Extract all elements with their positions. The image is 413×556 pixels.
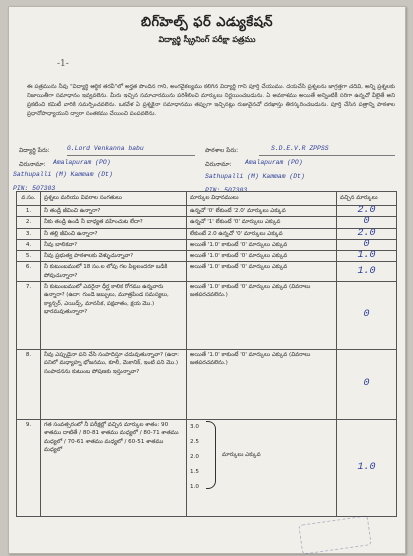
row-question: నీ కుటుంబములో ఎవరైనా ధీర్ఘ కాలిక రోగము ఉన్నవారు ఉన్నారా? (ఉదా: గుండె జబ్బులు, మూత్రపిండ సమస్యలు, క్యాన్సర్, ఎయిడ్స్, మానసిక, పక్షవాతం, క్షయ మొ.) భారమవుతున్నారా?	[41, 282, 187, 350]
row-score-value: 0	[363, 309, 370, 321]
table-row	[17, 282, 397, 350]
row-rule-grades	[187, 420, 337, 517]
row-number: 8.	[17, 350, 41, 420]
row-question: నీకు తండ్రి ఉండి నీ బాధ్యత వహించుట లేదా?	[41, 217, 187, 228]
row-score	[337, 420, 397, 517]
student-name-line	[67, 155, 195, 156]
row-number: 4.	[17, 239, 41, 250]
grade-scale	[190, 421, 333, 501]
row-rule: ఉన్నచో '1' లేకుంటే '0' మార్కులు ఎక్కువ	[187, 217, 337, 228]
grade-brace	[206, 421, 216, 489]
table-row	[17, 262, 397, 282]
row-question: నీ తల్లి జీవించి ఉన్నారా?	[41, 228, 187, 239]
row-score-value: 2.0	[357, 205, 376, 216]
grade-value: 3.0	[190, 424, 199, 431]
table-row	[17, 251, 397, 262]
row-score	[337, 228, 397, 239]
grade-value: 1.0	[190, 484, 199, 491]
row-rule: అయితే '1.0' కాకుంటే '0' మార్కులు ఎక్కువ (వివరాలు జతపరచవలెను.)	[187, 282, 337, 350]
row-score-value: 0	[363, 378, 370, 390]
row-rule: అయితే '1.0' కాకుంటే '0' మార్కులు ఎక్కువ	[187, 239, 337, 250]
table-row	[17, 217, 397, 228]
row-rule: లేకుంటే 2.0 ఉన్నచో '0' మార్కులు ఎక్కువ	[187, 228, 337, 239]
row-question: నీ కుటుంబములో 18 సం.ల లోపు గల పిల్లలందరూ బడికి పోవుచున్నారా?	[41, 262, 187, 282]
row-score-value: 0	[363, 216, 370, 228]
form-title: బిగ్‌హెల్ప్ ఫర్ ఎడ్యుకేషన్	[140, 15, 274, 30]
header-serial: వ.సం.	[17, 192, 41, 206]
header-question: ప్రశ్నలు మరియు వివరాల సంగతులు	[41, 192, 187, 206]
school-name-label: పాఠశాల పేరు:	[205, 147, 239, 154]
header-rule: మార్కుల విధానములు	[187, 192, 337, 206]
row-question: గత సంవత్సరంలో నీ పరీక్షల్లో వచ్చిన మార్కుల శాతం: 90 శాతము దాటితే / 80-81 శాతము మధ్యలో / 80-71 శాతము మధ్యలో / 70-61 శాతము మధ్యలో / 60-51 శాతము మధ్యలో	[41, 420, 187, 517]
row-rule: అయితే '1.0' కాకుంటే '0' మార్కులు ఎక్కువ	[187, 262, 337, 282]
table-row	[17, 420, 397, 517]
table-row	[17, 206, 397, 217]
row-score	[337, 350, 397, 420]
school-name-line	[259, 155, 395, 156]
address-label: చిరునామా:	[19, 161, 46, 168]
table-row	[17, 228, 397, 239]
row-rule: అయితే '1.0' కాకుంటే '0' మార్కులు ఎక్కువ	[187, 251, 337, 262]
row-score-value: 1.0	[357, 250, 376, 262]
row-score	[337, 217, 397, 228]
table-row	[17, 350, 397, 420]
student-name-label: విద్యార్థి పేరు:	[19, 147, 50, 154]
school-address-value-3: PIN: 507303	[205, 187, 248, 194]
school-address-label: చిరునామా:	[205, 161, 232, 168]
row-score	[337, 239, 397, 250]
screening-table	[16, 191, 397, 517]
table-header-row	[17, 192, 397, 206]
grade-value: 1.5	[190, 469, 199, 476]
row-score	[337, 282, 397, 350]
school-address-value-1: Amalapuram (PO)	[245, 159, 303, 166]
intro-paragraph: ఈ పత్రమును నీవు "విద్యార్థి ఆర్థిక తరవీ"లో అర్హత పొందిన గాని, అంగవైకల్యము కలిగిన విద్యార్థి గాని పూర్తి చేయుము. దయచేసి ప్రశ్నలను జాగ్రత్తగా చదివి, అన్ని ప్రశ్నలకు నిజాయితీగా సమాధానం ఇవ్వవలెను. మీరు ఇచ్చిన సమాచారమును పరిశీలించి మార్కులు నిర్ణయించబడును. ఏ అవకాశము అయితే అన్నింటికీ సరిగా ఉన్నచో వీలైతే అని ప్రకటించి కమిటీ వారికి సమర్పించవలెను. ఒకవేళ ఏ ప్రశ్నకైనా సమాధానము తప్పుగా ఇచ్చినట్లు రుజువైనచో దరఖాస్తు తిరస్కరించబడును. పూర్తి చేసిన పత్రాన్ని పాఠశాల ప్రధానోపాధ్యాయుని ద్వారా సంతకము చేయించి పంపవలెను.	[27, 84, 395, 118]
table-row	[17, 239, 397, 250]
address-value-1: Amalapuram (PO)	[53, 159, 111, 166]
page-number: -1-	[57, 59, 69, 69]
school-name-value: S.D.E.V.R ZPPSS	[271, 145, 329, 152]
row-score-value: 2.0	[357, 227, 376, 239]
row-rule: ఉన్నచో '0' లేకుంటే '2.0' మార్కులు ఎక్కువ	[187, 206, 337, 217]
row-score	[337, 251, 397, 262]
row-number: 9.	[17, 420, 41, 517]
grade-value: 2.5	[190, 439, 199, 446]
grade-value: 2.0	[190, 454, 199, 461]
form-subtitle: విద్యార్థి స్క్రీనింగ్ పరీక్షా పత్రము	[158, 35, 256, 44]
row-question: నీవు ప్రభుత్వ పాఠశాలకు వెళ్ళుచున్నావా?	[41, 251, 187, 262]
row-number: 5.	[17, 251, 41, 262]
row-question: నీవు ఎప్పుడైనా పని చేసి సంపాదిస్తూ చదువుతున్నావా? (ఉదా: పనిలో మధ్యాహ్న భోజనము, కూలీ, మెకానిక్, ఇంటి పని మొ.) సంపాదనను కుటుంబ పోషణకు ఇస్తున్నావా?	[41, 350, 187, 420]
row-score	[337, 206, 397, 217]
address-value-2: Sathupalli (M) Kammam (Dt)	[13, 171, 113, 178]
address-value-3: PIN: 507303	[13, 185, 56, 192]
row-question: నీవు బాలికవా?	[41, 239, 187, 250]
row-question: నీ తండ్రి జీవించి ఉన్నారా?	[41, 206, 187, 217]
row-number: 7.	[17, 282, 41, 350]
row-number: 3.	[17, 228, 41, 239]
row-number: 1.	[17, 206, 41, 217]
student-name-value: G.Lord Venkanna babu	[67, 145, 144, 152]
row-score	[337, 262, 397, 282]
row-number: 2.	[17, 217, 41, 228]
school-address-value-2: Sathupalli (M) Kammam (Dt)	[205, 173, 305, 180]
header-score: వచ్చిన మార్కులు	[337, 192, 397, 206]
grade-rule-label: మార్కులు ఎక్కువ	[222, 452, 261, 459]
row-score-value: 1.0	[357, 461, 376, 473]
row-number: 6.	[17, 262, 41, 282]
row-score-value: 0	[363, 238, 370, 250]
row-score-value: 1.0	[357, 265, 376, 277]
row-rule: అయితే '1.0' కాకుంటే '0' మార్కులు ఎక్కువ (వివరాలు జతపరచవలెను.)	[187, 350, 337, 420]
